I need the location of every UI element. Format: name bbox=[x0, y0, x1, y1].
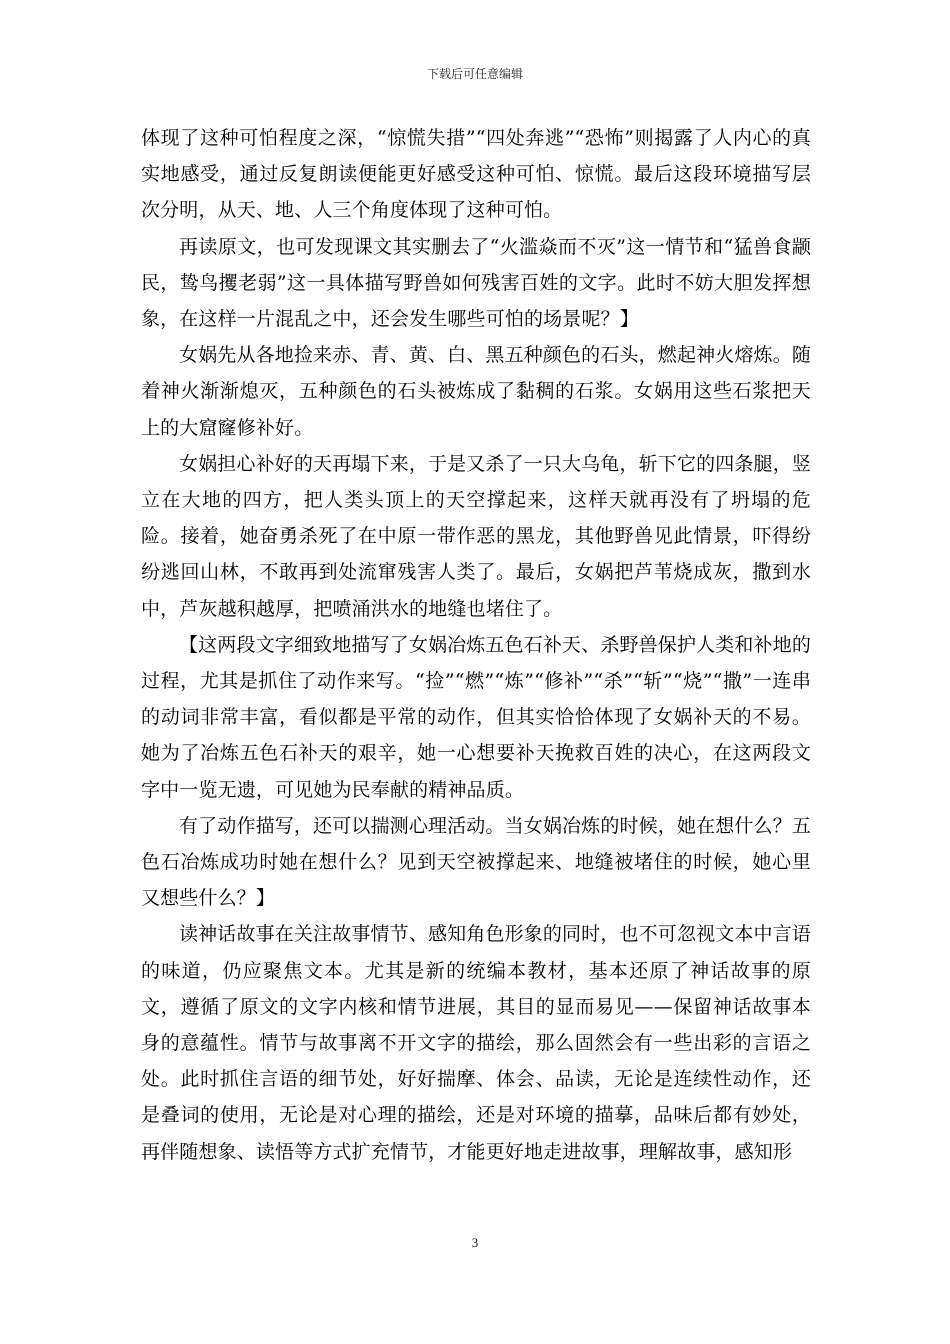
page-number: 3 bbox=[471, 1235, 479, 1250]
paragraph-1: 体现了这种可怕程度之深，“惊慌失措”“四处奔逃”“恐怖”则揭露了人内心的真实地感受，通过反复朗读便能更好感受这种可怕、惊慌。最后这段环境描写层次分明，从天、地、人三个角度体现了这种可怕。 bbox=[141, 127, 811, 222]
paragraph-3: 女娲先从各地捡来赤、青、黄、白、黑五种颜色的石头，燃起神火熔炼。随着神火渐渐熄灭，五种颜色的石头被炼成了黏稠的石浆。女娲用这些石浆把天上的大窟窿修补好。 bbox=[141, 344, 811, 439]
paragraph-7: 读神话故事在关注故事情节、感知角色形象的同时，也不可忽视文本中言语的味道，仍应聚焦文本。尤其是新的统编本教材，基本还原了神话故事的原文，遵循了原文的文字内核和情节进展，其目的显而易见——保留神话故事本身的意蕴性。情节与故事离不开文字的描绘，那么固然会有一些出彩的言语之处。此时抓住言语的细节处，好好揣摩、体会、品读，无论是连续性动作，还是叠词的使用，无论是对心理的描绘，还是对环境的描摹，品味后都有妙处，再伴随想象、读悟等方式扩充情节，才能更好地走进故事，理解故事，感知形 bbox=[141, 923, 811, 1163]
paragraph-6: 有了动作描写，还可以揣测心理活动。当女娲冶炼的时候，她在想什么？五色石冶炼成功时她在想什么？见到天空被撑起来、地缝被堵住的时候，她心里又想些什么？】 bbox=[141, 814, 811, 910]
paragraph-5: 【这两段文字细致地描写了女娲冶炼五色石补天、杀野兽保护人类和补地的过程，尤其是抓住了动作来写。“捡”“燃”“炼”“修补”“杀”“斩”“烧”“撒”一连串的动词非常丰富，看似都是平常的动作，但其实恰恰体现了女娲补天的不易。她为了冶炼五色石补天的艰辛，她一心想要补天挽救百姓的决心，在这两段文字中一览无遗，可见她为民奉献的精神品质。 bbox=[141, 633, 811, 801]
paragraph-2: 再读原文，也可发现课文其实删去了“火滥焱而不灭”这一情节和“猛兽食颛民，鸷鸟攫老弱”这一具体描写野兽如何残害百姓的文字。此时不妨大胆发挥想象，在这样一片混乱之中，还会发生哪些可怕的场景呢？】 bbox=[141, 235, 811, 331]
paragraph-4: 女娲担心补好的天再塌下来，于是又杀了一只大乌龟，斩下它的四条腿，竖立在大地的四方，把人类头顶上的天空撑起来，这样天就再没有了坍塌的危险。接着，她奋勇杀死了在中原一带作恶的黑龙，其他野兽见此情景，吓得纷纷逃回山林，不敢再到处流窜残害人类了。最后，女娲把芦苇烧成灰，撒到水中，芦灰越积越厚，把喷涌洪水的地缝也堵住了。 bbox=[141, 452, 811, 620]
page-header: 下载后可任意编辑 bbox=[426, 67, 523, 81]
document-body bbox=[141, 120, 811, 1170]
